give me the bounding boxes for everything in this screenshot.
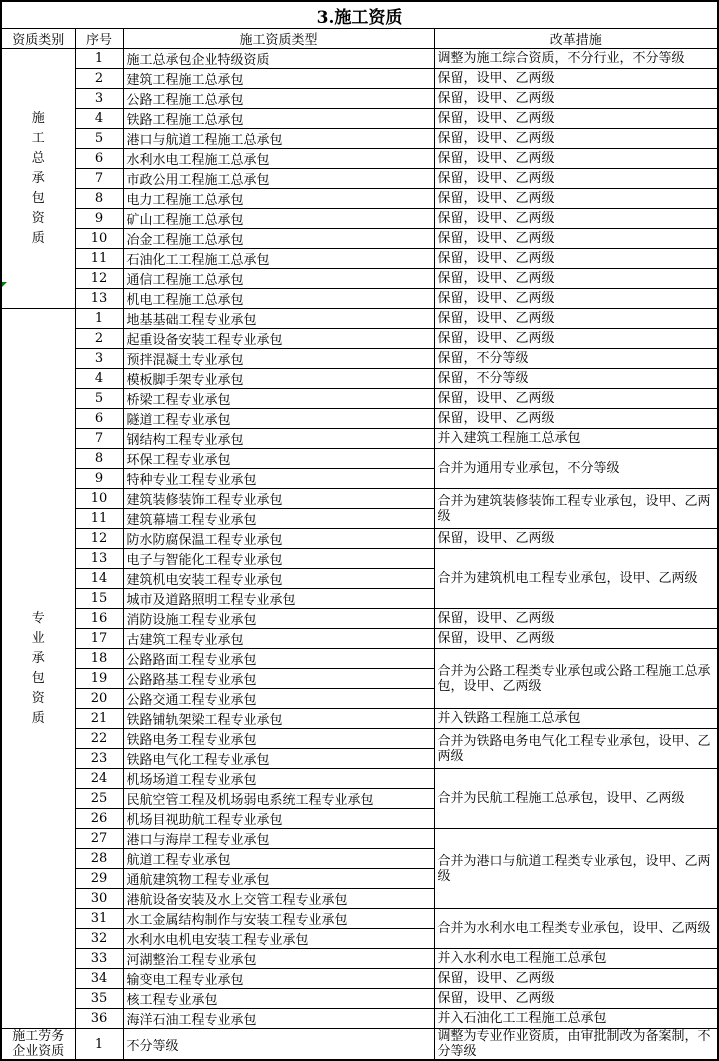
qualification-type-cell: 铁路铺轨架梁工程专业承包 bbox=[123, 709, 434, 729]
row-number-cell: 14 bbox=[75, 569, 123, 589]
qualification-type-cell: 冶金工程施工总承包 bbox=[123, 229, 434, 249]
table-row bbox=[1, 829, 718, 849]
qualification-type-cell: 特种专业工程专业承包 bbox=[123, 469, 434, 489]
qualification-type-cell: 电子与智能化工程专业承包 bbox=[123, 549, 434, 569]
row-number-cell: 34 bbox=[75, 969, 123, 989]
qualification-type-cell: 通航建筑物工程专业承包 bbox=[123, 869, 434, 889]
qualification-type-cell: 航道工程专业承包 bbox=[123, 849, 434, 869]
reform-measure-cell: 保留，设甲、乙两级 bbox=[434, 529, 718, 549]
reform-measure-cell: 并入铁路工程施工总承包 bbox=[434, 709, 718, 729]
row-number-cell: 22 bbox=[75, 729, 123, 749]
reform-measure-cell: 合并为水利水电工程类专业承包，设甲、乙两级 bbox=[434, 909, 718, 949]
category-label: 施工总承包资质 bbox=[31, 110, 45, 246]
table-row bbox=[1, 529, 718, 549]
column-header-type: 施工资质类型 bbox=[123, 29, 434, 49]
row-number-cell: 21 bbox=[75, 709, 123, 729]
qualification-type-cell: 水利水电工程施工总承包 bbox=[123, 149, 434, 169]
category-cell bbox=[1, 309, 75, 1029]
category-label: 施工劳务企业资质 bbox=[12, 1029, 65, 1059]
qualification-type-cell: 起重设备安装工程专业承包 bbox=[123, 329, 434, 349]
table-row bbox=[1, 429, 718, 449]
table-row bbox=[1, 149, 718, 169]
reform-measure-cell: 调整为施工综合资质，不分行业，不分等级 bbox=[434, 49, 718, 69]
row-number-cell: 15 bbox=[75, 589, 123, 609]
qualification-type-cell: 公路工程施工总承包 bbox=[123, 89, 434, 109]
qualification-type-cell: 机场场道工程专业承包 bbox=[123, 769, 434, 789]
table-row bbox=[1, 49, 718, 69]
table-row bbox=[1, 189, 718, 209]
qualification-type-cell: 预拌混凝土专业承包 bbox=[123, 349, 434, 369]
qualification-type-cell: 城市及道路照明工程专业承包 bbox=[123, 589, 434, 609]
reform-measure-cell: 并入水利水电工程施工总承包 bbox=[434, 949, 718, 969]
row-number-cell: 5 bbox=[75, 389, 123, 409]
table-row bbox=[1, 329, 718, 349]
table-row bbox=[1, 1009, 718, 1029]
qualification-type-cell: 电力工程施工总承包 bbox=[123, 189, 434, 209]
title-row bbox=[1, 1, 718, 29]
row-number-cell: 6 bbox=[75, 149, 123, 169]
table-row bbox=[1, 229, 718, 249]
row-number-cell: 23 bbox=[75, 749, 123, 769]
row-number-cell: 20 bbox=[75, 689, 123, 709]
column-header-row bbox=[1, 29, 718, 49]
table-row bbox=[1, 169, 718, 189]
qualification-type-cell: 防水防腐保温工程专业承包 bbox=[123, 529, 434, 549]
reform-measure-cell: 保留，设甲、乙两级 bbox=[434, 149, 718, 169]
row-number-cell: 9 bbox=[75, 469, 123, 489]
qualification-type-cell: 市政公用工程施工总承包 bbox=[123, 169, 434, 189]
qualification-type-cell: 建筑工程施工总承包 bbox=[123, 69, 434, 89]
row-number-cell: 29 bbox=[75, 869, 123, 889]
qualification-type-cell: 铁路工程施工总承包 bbox=[123, 109, 434, 129]
cell-comment-flag-icon bbox=[2, 282, 7, 287]
table-row bbox=[1, 1029, 718, 1061]
row-number-cell: 4 bbox=[75, 109, 123, 129]
row-number-cell: 25 bbox=[75, 789, 123, 809]
reform-measure-cell: 合并为建筑装修装饰工程专业承包，设甲、乙两级 bbox=[434, 489, 718, 529]
reform-measure-cell: 保留，设甲、乙两级 bbox=[434, 89, 718, 109]
table-row bbox=[1, 989, 718, 1009]
table-row bbox=[1, 309, 718, 329]
row-number-cell: 13 bbox=[75, 289, 123, 309]
reform-measure-cell: 保留，设甲、乙两级 bbox=[434, 409, 718, 429]
reform-measure-cell: 合并为民航工程施工总承包，设甲、乙两级 bbox=[434, 769, 718, 829]
row-number-cell: 24 bbox=[75, 769, 123, 789]
row-number-cell: 33 bbox=[75, 949, 123, 969]
category-label: 专业承包资质 bbox=[31, 610, 45, 726]
qualification-type-cell: 环保工程专业承包 bbox=[123, 449, 434, 469]
row-number-cell: 1 bbox=[75, 309, 123, 329]
table-row bbox=[1, 609, 718, 629]
row-number-cell: 11 bbox=[75, 509, 123, 529]
row-number-cell: 12 bbox=[75, 529, 123, 549]
qualification-type-cell: 铁路电务工程专业承包 bbox=[123, 729, 434, 749]
reform-measure-cell: 并入建筑工程施工总承包 bbox=[434, 429, 718, 449]
row-number-cell: 28 bbox=[75, 849, 123, 869]
row-number-cell: 7 bbox=[75, 429, 123, 449]
row-number-cell: 2 bbox=[75, 69, 123, 89]
reform-measure-cell: 合并为建筑机电工程专业承包，设甲、乙两级 bbox=[434, 549, 718, 609]
qualification-type-cell: 公路路基工程专业承包 bbox=[123, 669, 434, 689]
reform-measure-cell: 保留，不分等级 bbox=[434, 349, 718, 369]
qualification-type-cell: 通信工程施工总承包 bbox=[123, 269, 434, 289]
column-header-index: 序号 bbox=[75, 29, 123, 49]
reform-measure-cell: 合并为港口与航道工程类专业承包，设甲、乙两级 bbox=[434, 829, 718, 909]
reform-measure-cell: 保留，设甲、乙两级 bbox=[434, 289, 718, 309]
reform-measure-cell: 保留，不分等级 bbox=[434, 369, 718, 389]
reform-measure-cell: 保留，设甲、乙两级 bbox=[434, 209, 718, 229]
qualification-type-cell: 桥梁工程专业承包 bbox=[123, 389, 434, 409]
table-row bbox=[1, 349, 718, 369]
table-row bbox=[1, 249, 718, 269]
table-row bbox=[1, 729, 718, 749]
row-number-cell: 12 bbox=[75, 269, 123, 289]
qualification-type-cell: 模板脚手架专业承包 bbox=[123, 369, 434, 389]
row-number-cell: 36 bbox=[75, 1009, 123, 1029]
row-number-cell: 19 bbox=[75, 669, 123, 689]
reform-measure-cell: 保留，设甲、乙两级 bbox=[434, 989, 718, 1009]
row-number-cell: 10 bbox=[75, 489, 123, 509]
row-number-cell: 1 bbox=[75, 1029, 123, 1061]
qualification-type-cell: 水工金属结构制作与安装工程专业承包 bbox=[123, 909, 434, 929]
row-number-cell: 35 bbox=[75, 989, 123, 1009]
row-number-cell: 16 bbox=[75, 609, 123, 629]
reform-measure-cell: 保留，设甲、乙两级 bbox=[434, 269, 718, 289]
reform-measure-cell: 调整为专业作业资质，由审批制改为备案制，不分等级 bbox=[434, 1029, 718, 1061]
reform-measure-cell: 保留，设甲、乙两级 bbox=[434, 109, 718, 129]
row-number-cell: 30 bbox=[75, 889, 123, 909]
reform-measure-cell: 保留，设甲、乙两级 bbox=[434, 229, 718, 249]
table-row bbox=[1, 549, 718, 569]
category-cell bbox=[1, 49, 75, 309]
qualification-type-cell: 河湖整治工程专业承包 bbox=[123, 949, 434, 969]
reform-measure-cell: 保留，设甲、乙两级 bbox=[434, 389, 718, 409]
table-row bbox=[1, 109, 718, 129]
qualification-type-cell: 石油化工工程施工总承包 bbox=[123, 249, 434, 269]
row-number-cell: 26 bbox=[75, 809, 123, 829]
qualification-type-cell: 铁路电气化工程专业承包 bbox=[123, 749, 434, 769]
row-number-cell: 7 bbox=[75, 169, 123, 189]
reform-measure-cell: 保留，设甲、乙两级 bbox=[434, 329, 718, 349]
column-header-reform: 改革措施 bbox=[434, 29, 718, 49]
table-row bbox=[1, 709, 718, 729]
table-row bbox=[1, 409, 718, 429]
table-row bbox=[1, 449, 718, 469]
qualification-type-cell: 消防设施工程专业承包 bbox=[123, 609, 434, 629]
table-row bbox=[1, 649, 718, 669]
table-row bbox=[1, 769, 718, 789]
row-number-cell: 5 bbox=[75, 129, 123, 149]
row-number-cell: 10 bbox=[75, 229, 123, 249]
qualification-type-cell: 核工程专业承包 bbox=[123, 989, 434, 1009]
qualification-type-cell: 建筑幕墙工程专业承包 bbox=[123, 509, 434, 529]
qualification-type-cell: 机电工程施工总承包 bbox=[123, 289, 434, 309]
qualification-type-cell: 水利水电机电安装工程专业承包 bbox=[123, 929, 434, 949]
reform-measure-cell: 保留，设甲、乙两级 bbox=[434, 129, 718, 149]
row-number-cell: 13 bbox=[75, 549, 123, 569]
row-number-cell: 18 bbox=[75, 649, 123, 669]
qualification-type-cell: 港口与航道工程施工总承包 bbox=[123, 129, 434, 149]
table-row bbox=[1, 629, 718, 649]
reform-measure-cell: 保留，设甲、乙两级 bbox=[434, 169, 718, 189]
reform-measure-cell: 合并为铁路电务电气化工程专业承包，设甲、乙两级 bbox=[434, 729, 718, 769]
row-number-cell: 9 bbox=[75, 209, 123, 229]
reform-measure-cell: 合并为通用专业承包，不分等级 bbox=[434, 449, 718, 489]
table-row bbox=[1, 969, 718, 989]
reform-measure-cell: 保留，设甲、乙两级 bbox=[434, 609, 718, 629]
row-number-cell: 32 bbox=[75, 929, 123, 949]
table-row bbox=[1, 69, 718, 89]
table-row bbox=[1, 489, 718, 509]
table-row bbox=[1, 369, 718, 389]
reform-measure-cell: 保留，设甲、乙两级 bbox=[434, 189, 718, 209]
row-number-cell: 11 bbox=[75, 249, 123, 269]
table-row bbox=[1, 89, 718, 109]
qualification-type-cell: 民航空管工程及机场弱电系统工程专业承包 bbox=[123, 789, 434, 809]
table-row bbox=[1, 909, 718, 929]
page-title: 3.施工资质 bbox=[1, 1, 718, 29]
row-number-cell: 3 bbox=[75, 349, 123, 369]
qualification-type-cell: 港口与海岸工程专业承包 bbox=[123, 829, 434, 849]
reform-measure-cell: 保留，设甲、乙两级 bbox=[434, 969, 718, 989]
qualification-type-cell: 矿山工程施工总承包 bbox=[123, 209, 434, 229]
qualification-type-cell: 建筑装修装饰工程专业承包 bbox=[123, 489, 434, 509]
row-number-cell: 4 bbox=[75, 369, 123, 389]
row-number-cell: 3 bbox=[75, 89, 123, 109]
table-row bbox=[1, 209, 718, 229]
qualification-type-cell: 古建筑工程专业承包 bbox=[123, 629, 434, 649]
qualification-type-cell: 公路路面工程专业承包 bbox=[123, 649, 434, 669]
row-number-cell: 8 bbox=[75, 449, 123, 469]
category-cell bbox=[1, 1029, 75, 1061]
reform-measure-cell: 保留，设甲、乙两级 bbox=[434, 309, 718, 329]
reform-measure-cell: 保留，设甲、乙两级 bbox=[434, 69, 718, 89]
row-number-cell: 17 bbox=[75, 629, 123, 649]
qualification-type-cell: 钢结构工程专业承包 bbox=[123, 429, 434, 449]
qualification-type-cell: 公路交通工程专业承包 bbox=[123, 689, 434, 709]
row-number-cell: 27 bbox=[75, 829, 123, 849]
table-row bbox=[1, 389, 718, 409]
qualification-type-cell: 隧道工程专业承包 bbox=[123, 409, 434, 429]
qualification-type-cell: 不分等级 bbox=[123, 1029, 434, 1061]
row-number-cell: 31 bbox=[75, 909, 123, 929]
table-row bbox=[1, 289, 718, 309]
table-row bbox=[1, 129, 718, 149]
table-row bbox=[1, 949, 718, 969]
qualification-type-cell: 地基基础工程专业承包 bbox=[123, 309, 434, 329]
reform-measure-cell: 并入石油化工工程施工总承包 bbox=[434, 1009, 718, 1029]
row-number-cell: 6 bbox=[75, 409, 123, 429]
qualification-type-cell: 施工总承包企业特级资质 bbox=[123, 49, 434, 69]
table-row bbox=[1, 269, 718, 289]
qualification-type-cell: 港航设备安装及水上交管工程专业承包 bbox=[123, 889, 434, 909]
reform-measure-cell: 保留，设甲、乙两级 bbox=[434, 249, 718, 269]
qualification-type-cell: 海洋石油工程专业承包 bbox=[123, 1009, 434, 1029]
row-number-cell: 2 bbox=[75, 329, 123, 349]
column-header-category: 资质类别 bbox=[1, 29, 75, 49]
reform-measure-cell: 合并为公路工程类专业承包或公路工程施工总承包，设甲、乙两级 bbox=[434, 649, 718, 709]
qualification-type-cell: 输变电工程专业承包 bbox=[123, 969, 434, 989]
reform-measure-cell: 保留，设甲、乙两级 bbox=[434, 629, 718, 649]
row-number-cell: 8 bbox=[75, 189, 123, 209]
qualification-type-cell: 机场目视助航工程专业承包 bbox=[123, 809, 434, 829]
row-number-cell: 1 bbox=[75, 49, 123, 69]
qualification-type-cell: 建筑机电安装工程专业承包 bbox=[123, 569, 434, 589]
